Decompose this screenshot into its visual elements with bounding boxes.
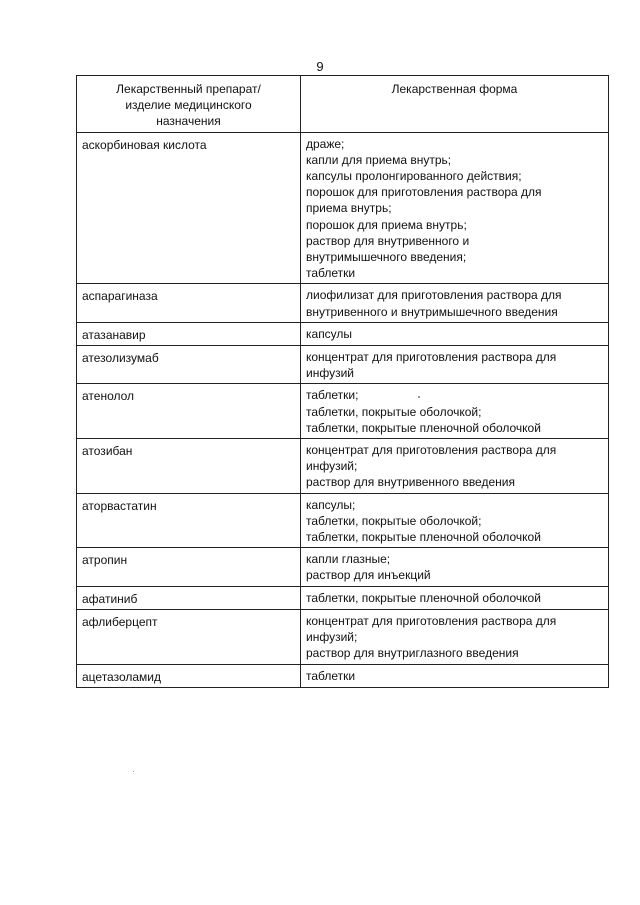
dosage-form-line: приема внутрь; bbox=[306, 201, 392, 216]
table-header bbox=[77, 76, 609, 133]
dosage-form-line: раствор для внутривенного введения bbox=[306, 475, 515, 490]
dosage-form-cell bbox=[301, 346, 609, 384]
dosage-form-line: концентрат для приготовления раствора для bbox=[306, 443, 557, 458]
dosage-form-line: капсулы; bbox=[306, 497, 356, 512]
dosage-form-line: капли глазные; bbox=[306, 552, 391, 567]
dosage-form-line: инфузий; bbox=[306, 459, 358, 474]
dosage-form-line: капсулы bbox=[306, 326, 353, 341]
dosage-form-line: раствор для инъекций bbox=[306, 568, 431, 583]
drug-name-cell: афлиберцепт bbox=[77, 609, 301, 664]
header-dosage-form: Лекарственная форма bbox=[301, 76, 609, 133]
dosage-form-line: таблетки, покрытые пленочной оболочкой bbox=[306, 420, 541, 435]
dosage-form-cell bbox=[301, 548, 609, 586]
drug-name-cell: атропин bbox=[77, 548, 301, 586]
dosage-form-line: концентрат для приготовления раствора для bbox=[306, 613, 557, 628]
dosage-form-cell bbox=[301, 322, 609, 345]
dosage-form-line: таблетки; bbox=[306, 388, 359, 403]
drug-name-cell: атенолол bbox=[77, 384, 301, 439]
dosage-form-line: таблетки, покрытые оболочкой; bbox=[306, 513, 482, 528]
drug-name-cell: атазанавир bbox=[77, 322, 301, 345]
scan-speck bbox=[133, 771, 134, 772]
dosage-form-cell bbox=[301, 609, 609, 664]
drug-name-cell: аспарагиназа bbox=[77, 284, 301, 322]
dosage-form-line: порошок для приготовления раствора для bbox=[306, 185, 542, 200]
drug-name-cell: аторвастатин bbox=[77, 493, 301, 548]
page-number: 9 bbox=[316, 59, 324, 74]
drug-name-cell: аскорбиновая кислота bbox=[77, 132, 301, 284]
table-row bbox=[77, 384, 609, 439]
dosage-form-line: таблетки bbox=[306, 668, 356, 683]
dosage-form-cell bbox=[301, 586, 609, 609]
header-drug-name bbox=[77, 76, 301, 133]
dosage-form-line: капли для приема внутрь; bbox=[306, 152, 452, 167]
table-row bbox=[77, 284, 609, 322]
header-drug-name-line: изделие медицинского bbox=[125, 98, 252, 113]
table-row bbox=[77, 493, 609, 548]
dosage-form-line: концентрат для приготовления раствора для bbox=[306, 350, 557, 365]
dosage-form-line: таблетки, покрытые пленочной оболочкой bbox=[306, 530, 541, 545]
dosage-form-line: порошок для приема внутрь; bbox=[306, 217, 467, 232]
table-row bbox=[77, 548, 609, 586]
dosage-form-line: капсулы пролонгированного действия; bbox=[306, 169, 522, 184]
table-row bbox=[77, 586, 609, 609]
drug-name-cell: атезолизумаб bbox=[77, 346, 301, 384]
header-drug-name-line: назначения bbox=[156, 114, 221, 129]
dosage-form-line: инфузий bbox=[306, 366, 354, 381]
dosage-form-cell bbox=[301, 132, 609, 284]
dosage-form-line: раствор для внутриглазного введения bbox=[306, 646, 519, 661]
dosage-form-cell bbox=[301, 664, 609, 687]
scan-speck bbox=[418, 396, 420, 398]
table-row bbox=[77, 346, 609, 384]
dosage-form-line: таблетки, покрытые пленочной оболочкой bbox=[306, 590, 541, 605]
table-row bbox=[77, 664, 609, 687]
header-drug-name-line: Лекарственный препарат/ bbox=[116, 82, 261, 96]
dosage-form-cell bbox=[301, 493, 609, 548]
dosage-form-cell bbox=[301, 439, 609, 494]
dosage-form-line: раствор для внутривенного и bbox=[306, 233, 470, 248]
drug-name-cell: атозибан bbox=[77, 439, 301, 494]
dosage-form-line: таблетки bbox=[306, 266, 356, 281]
dosage-form-line: внутримышечного введения; bbox=[306, 250, 467, 265]
dosage-form-line: инфузий; bbox=[306, 630, 358, 645]
dosage-form-cell bbox=[301, 384, 609, 439]
dosage-form-line: лиофилизат для приготовления раствора для bbox=[306, 288, 562, 303]
drug-name-cell: ацетазоламид bbox=[77, 664, 301, 687]
dosage-form-cell bbox=[301, 284, 609, 322]
drug-name-cell: афатиниб bbox=[77, 586, 301, 609]
dosage-form-line: внутривенного и внутримышечного введения bbox=[306, 304, 558, 319]
header-row bbox=[77, 76, 609, 133]
dosage-form-line: таблетки, покрытые оболочкой; bbox=[306, 404, 482, 419]
table-row bbox=[77, 439, 609, 494]
drug-form-table bbox=[76, 75, 609, 688]
dosage-form-line: драже; bbox=[306, 136, 345, 151]
table-row bbox=[77, 609, 609, 664]
table-row bbox=[77, 132, 609, 284]
table-body bbox=[77, 132, 609, 687]
table-row bbox=[77, 322, 609, 345]
